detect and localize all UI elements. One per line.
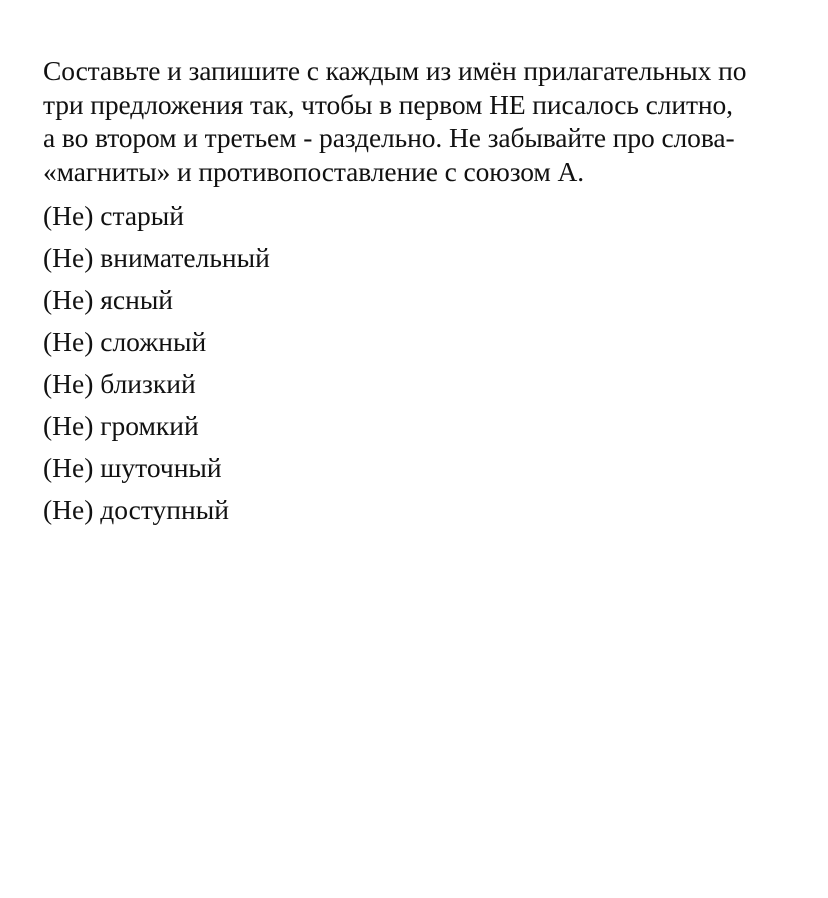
instruction-line: Составьте и запишите с каждым из имён прилагательных по	[43, 55, 747, 86]
list-item: (Не) доступный	[43, 494, 229, 525]
list-item: (Не) близкий	[43, 368, 196, 399]
instruction-paragraph	[43, 54, 803, 188]
list-item: (Не) внимательный	[43, 242, 270, 273]
list-item: (Не) шуточный	[43, 452, 222, 483]
list-item: (Не) ясный	[43, 284, 174, 315]
list-item: (Не) старый	[43, 200, 184, 231]
instruction-line: «магниты» и противопоставление с союзом А.	[43, 155, 585, 187]
list-item: (Не) громкий	[43, 410, 199, 441]
instruction-line: а во втором и третьем - раздельно. Не забывайте про слова-	[43, 122, 735, 153]
list-item: (Не) сложный	[43, 326, 207, 357]
adjective-list	[43, 195, 803, 531]
document-page	[43, 54, 803, 531]
instruction-line: три предложения так, чтобы в первом НЕ писалось слитно,	[43, 88, 733, 120]
